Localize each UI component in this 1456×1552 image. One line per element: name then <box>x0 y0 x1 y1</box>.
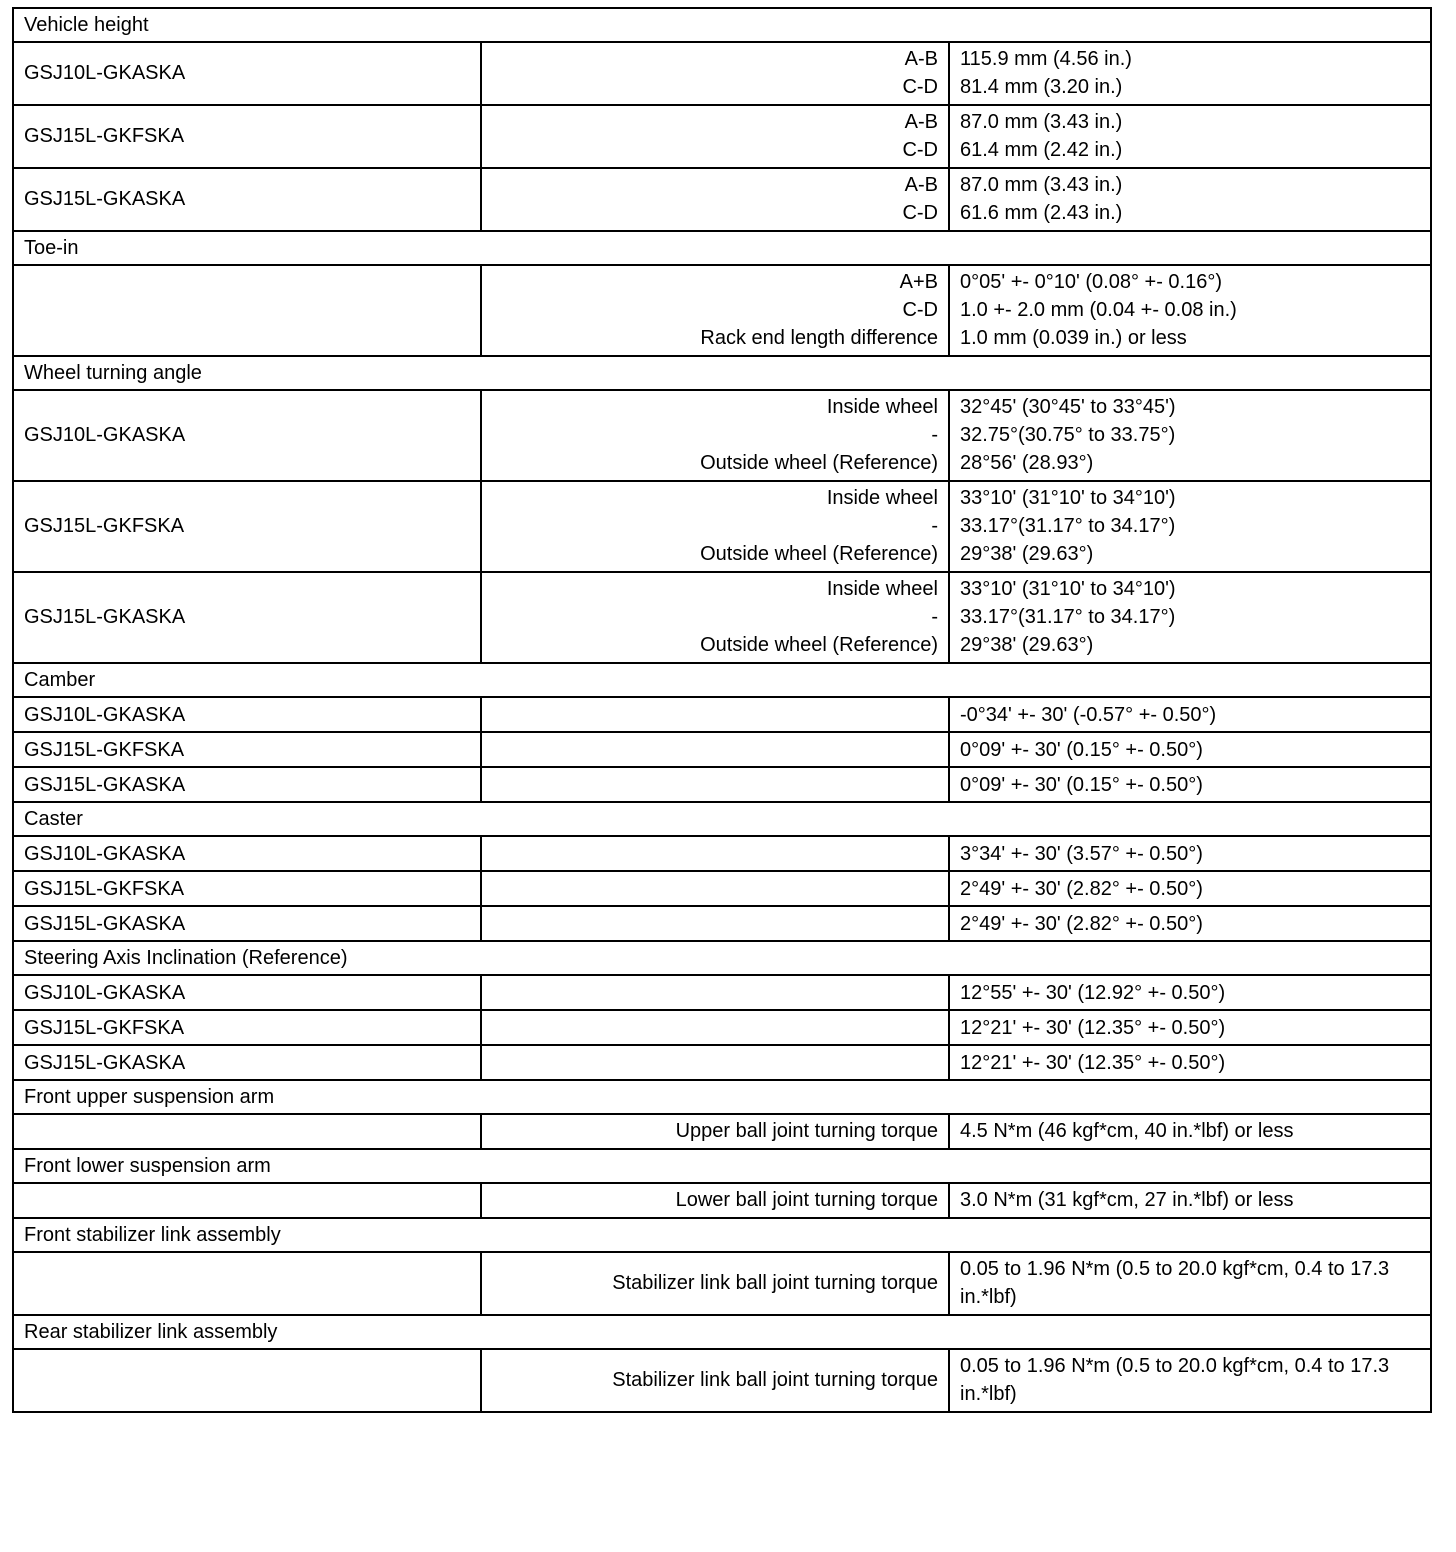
model-cell: GSJ15L-GKASKA <box>13 168 481 231</box>
spec-value-cell <box>949 1349 1431 1412</box>
spec-row <box>13 871 1431 906</box>
section-heading-row <box>13 1080 1431 1114</box>
condition-label: Outside wheel (Reference) <box>700 452 938 474</box>
model-cell: GSJ15L-GKFSKA <box>13 1010 481 1045</box>
condition-label-cell <box>481 42 949 105</box>
spec-value: 33°10' (31°10' to 34°10') <box>960 578 1176 600</box>
spec-value: 29°38' (29.63°) <box>960 634 1094 656</box>
spec-value: 0°09' +- 30' (0.15° +- 0.50°) <box>960 773 1203 796</box>
spec-row <box>13 732 1431 767</box>
section-heading-row <box>13 1315 1431 1349</box>
model-cell: GSJ15L-GKASKA <box>13 767 481 802</box>
spec-row <box>13 906 1431 941</box>
spec-row <box>13 390 1431 481</box>
condition-label <box>492 979 938 1007</box>
condition-label: Outside wheel (Reference) <box>700 634 938 656</box>
spec-value: 1.0 +- 2.0 mm (0.04 +- 0.08 in.) <box>960 299 1237 321</box>
spec-value: 87.0 mm (3.43 in.) <box>960 174 1123 196</box>
spec-value-cell <box>949 1010 1431 1045</box>
spec-row <box>13 767 1431 802</box>
spec-row <box>13 1349 1431 1412</box>
spec-value: 3°34' +- 30' (3.57° +- 0.50°) <box>960 842 1203 865</box>
condition-label-cell <box>481 481 949 572</box>
spec-value: -0°34' +- 30' (-0.57° +- 0.50°) <box>960 703 1217 726</box>
condition-label-cell <box>481 767 949 802</box>
spec-row <box>13 481 1431 572</box>
spec-value-cell <box>949 906 1431 941</box>
spec-value-cell <box>949 481 1431 572</box>
model-cell: GSJ10L-GKASKA <box>13 42 481 105</box>
spec-row <box>13 1183 1431 1218</box>
section-heading-row <box>13 1218 1431 1252</box>
condition-label-cell <box>481 1252 949 1315</box>
spec-row <box>13 975 1431 1010</box>
spec-value: 33°10' (31°10' to 34°10') <box>960 487 1176 509</box>
condition-label-cell <box>481 697 949 732</box>
condition-label-cell <box>481 1349 949 1412</box>
condition-label: Inside wheel <box>826 487 938 509</box>
condition-label: A-B <box>904 48 938 70</box>
section-title: Front lower suspension arm <box>13 1149 1431 1183</box>
condition-label-cell <box>481 572 949 663</box>
spec-value: 0.05 to 1.96 N*m (0.5 to 20.0 kgf*cm, 0.4 to 17.3 in.*lbf) <box>960 1355 1390 1405</box>
spec-value-cell <box>949 168 1431 231</box>
spec-value-cell <box>949 572 1431 663</box>
condition-label-cell <box>481 1045 949 1080</box>
model-cell: GSJ10L-GKASKA <box>13 836 481 871</box>
condition-label <box>492 771 938 799</box>
model-cell: GSJ15L-GKASKA <box>13 1045 481 1080</box>
condition-label: - <box>931 515 938 537</box>
spec-value-cell <box>949 1114 1431 1149</box>
spec-value-cell <box>949 1183 1431 1218</box>
condition-label-cell <box>481 871 949 906</box>
spec-value: 1.0 mm (0.039 in.) or less <box>960 327 1187 349</box>
condition-label: - <box>931 606 938 628</box>
model-cell <box>13 1183 481 1218</box>
condition-label-cell <box>481 1010 949 1045</box>
spec-value-cell <box>949 732 1431 767</box>
spec-value: 61.6 mm (2.43 in.) <box>960 202 1123 224</box>
condition-label: Inside wheel <box>826 578 938 600</box>
spec-value: 33.17°(31.17° to 34.17°) <box>960 606 1176 628</box>
condition-label: Rack end length difference <box>700 327 938 349</box>
spec-value: 0.05 to 1.96 N*m (0.5 to 20.0 kgf*cm, 0.4 to 17.3 in.*lbf) <box>960 1258 1390 1308</box>
spec-value: 61.4 mm (2.42 in.) <box>960 139 1123 161</box>
spec-value: 0°09' +- 30' (0.15° +- 0.50°) <box>960 738 1203 761</box>
condition-label <box>492 1049 938 1077</box>
spec-value-cell <box>949 265 1431 356</box>
condition-label <box>492 875 938 903</box>
condition-label-cell <box>481 732 949 767</box>
model-cell: GSJ15L-GKASKA <box>13 572 481 663</box>
condition-label-cell <box>481 1114 949 1149</box>
spec-value: 0°05' +- 0°10' (0.08° +- 0.16°) <box>960 271 1223 293</box>
spec-row <box>13 572 1431 663</box>
condition-label-cell <box>481 265 949 356</box>
spec-value: 2°49' +- 30' (2.82° +- 0.50°) <box>960 877 1203 900</box>
section-heading-row <box>13 8 1431 42</box>
model-cell <box>13 1114 481 1149</box>
spec-row <box>13 105 1431 168</box>
spec-row <box>13 168 1431 231</box>
section-heading-row <box>13 802 1431 836</box>
spec-value: 28°56' (28.93°) <box>960 452 1094 474</box>
model-cell: GSJ15L-GKFSKA <box>13 481 481 572</box>
condition-label: Stabilizer link ball joint turning torque <box>612 1369 938 1391</box>
section-title: Vehicle height <box>13 8 1431 42</box>
condition-label-cell <box>481 906 949 941</box>
condition-label <box>492 701 938 729</box>
spec-value: 32°45' (30°45' to 33°45') <box>960 396 1176 418</box>
spec-value: 115.9 mm (4.56 in.) <box>960 48 1132 70</box>
condition-label <box>492 736 938 764</box>
spec-value: 12°21' +- 30' (12.35° +- 0.50°) <box>960 1016 1226 1039</box>
section-heading-row <box>13 663 1431 697</box>
spec-value-cell <box>949 871 1431 906</box>
condition-label-cell <box>481 390 949 481</box>
spec-value-cell <box>949 836 1431 871</box>
spec-value: 33.17°(31.17° to 34.17°) <box>960 515 1176 537</box>
spec-value: 3.0 N*m (31 kgf*cm, 27 in.*lbf) or less <box>960 1189 1294 1211</box>
condition-label: A+B <box>899 271 938 293</box>
condition-label: A-B <box>904 111 938 133</box>
spec-value: 81.4 mm (3.20 in.) <box>960 76 1123 98</box>
condition-label-cell <box>481 836 949 871</box>
condition-label: C-D <box>902 299 938 321</box>
model-cell: GSJ15L-GKASKA <box>13 906 481 941</box>
spec-value-cell <box>949 42 1431 105</box>
section-title: Front upper suspension arm <box>13 1080 1431 1114</box>
section-heading-row <box>13 941 1431 975</box>
section-title: Toe-in <box>13 231 1431 265</box>
spec-value-cell <box>949 390 1431 481</box>
spec-row <box>13 1252 1431 1315</box>
model-cell <box>13 265 481 356</box>
section-title: Front stabilizer link assembly <box>13 1218 1431 1252</box>
condition-label: C-D <box>902 76 938 98</box>
condition-label: Lower ball joint turning torque <box>675 1189 938 1211</box>
spec-row <box>13 1010 1431 1045</box>
condition-label: A-B <box>904 174 938 196</box>
condition-label <box>492 910 938 938</box>
spec-row <box>13 1114 1431 1149</box>
condition-label: Upper ball joint turning torque <box>675 1120 938 1142</box>
spec-value-cell <box>949 975 1431 1010</box>
spec-value-cell <box>949 105 1431 168</box>
section-title: Rear stabilizer link assembly <box>13 1315 1431 1349</box>
condition-label <box>492 1014 938 1042</box>
spec-value: 2°49' +- 30' (2.82° +- 0.50°) <box>960 912 1203 935</box>
model-cell <box>13 1252 481 1315</box>
condition-label <box>492 840 938 868</box>
condition-label-cell <box>481 168 949 231</box>
section-heading-row <box>13 1149 1431 1183</box>
section-title: Camber <box>13 663 1431 697</box>
specification-table <box>12 7 1432 1413</box>
model-cell: GSJ10L-GKASKA <box>13 697 481 732</box>
condition-label: Outside wheel (Reference) <box>700 543 938 565</box>
condition-label-cell <box>481 105 949 168</box>
model-cell: GSJ15L-GKFSKA <box>13 732 481 767</box>
spec-value: 87.0 mm (3.43 in.) <box>960 111 1123 133</box>
spec-value-cell <box>949 697 1431 732</box>
spec-value-cell <box>949 1045 1431 1080</box>
condition-label: - <box>931 424 938 446</box>
condition-label: Inside wheel <box>826 396 938 418</box>
spec-value: 4.5 N*m (46 kgf*cm, 40 in.*lbf) or less <box>960 1120 1294 1142</box>
section-title: Steering Axis Inclination (Reference) <box>13 941 1431 975</box>
condition-label: Stabilizer link ball joint turning torque <box>612 1272 938 1294</box>
section-title: Caster <box>13 802 1431 836</box>
section-heading-row <box>13 356 1431 390</box>
condition-label: C-D <box>902 202 938 224</box>
condition-label-cell <box>481 975 949 1010</box>
spec-value: 12°55' +- 30' (12.92° +- 0.50°) <box>960 981 1226 1004</box>
spec-row <box>13 1045 1431 1080</box>
condition-label-cell <box>481 1183 949 1218</box>
spec-value: 32.75°(30.75° to 33.75°) <box>960 424 1176 446</box>
condition-label: C-D <box>902 139 938 161</box>
model-cell: GSJ15L-GKFSKA <box>13 871 481 906</box>
spec-row <box>13 42 1431 105</box>
spec-row <box>13 836 1431 871</box>
spec-value: 12°21' +- 30' (12.35° +- 0.50°) <box>960 1051 1226 1074</box>
spec-row <box>13 697 1431 732</box>
section-heading-row <box>13 231 1431 265</box>
specification-table-body <box>13 8 1431 1412</box>
model-cell: GSJ15L-GKFSKA <box>13 105 481 168</box>
spec-value-cell <box>949 767 1431 802</box>
model-cell <box>13 1349 481 1412</box>
spec-value: 29°38' (29.63°) <box>960 543 1094 565</box>
spec-value-cell <box>949 1252 1431 1315</box>
model-cell: GSJ10L-GKASKA <box>13 975 481 1010</box>
model-cell: GSJ10L-GKASKA <box>13 390 481 481</box>
section-title: Wheel turning angle <box>13 356 1431 390</box>
spec-row <box>13 265 1431 356</box>
